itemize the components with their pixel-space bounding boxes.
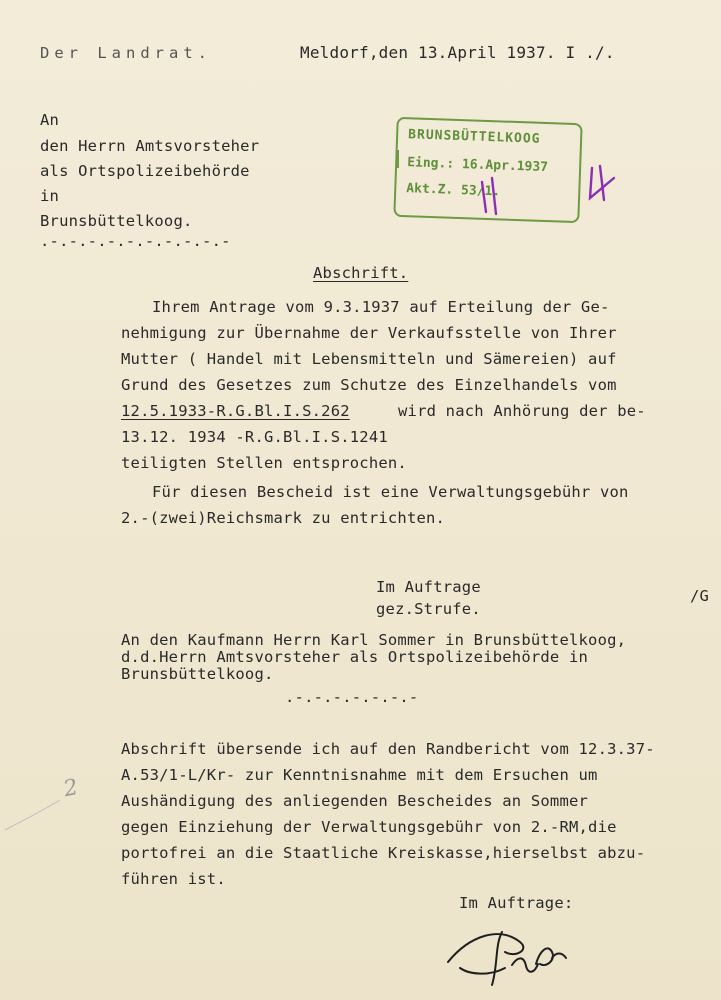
recipient-line-5: Brunsbüttelkoog.	[40, 212, 193, 230]
cover-line-2: A.53/1-L/Kr- zur Kenntnisnahme mit dem Ersuchen um	[121, 766, 598, 784]
law-reference-2: 13.12. 1934 -R.G.Bl.I.S.1241	[121, 428, 388, 446]
recipient-line-2: den Herrn Amtsvorsteher	[40, 137, 260, 155]
purple-ink-annotation	[482, 166, 614, 214]
signed-name: gez.Strufe.	[376, 600, 481, 618]
recipient-line-4: in	[40, 187, 60, 205]
address-divider: .-.-.-.-.-.-.-	[285, 688, 419, 706]
sender-line: Der Landrat.	[40, 44, 212, 62]
cover-line-3: Aushändigung des anliegenden Bescheides an Sommer	[121, 792, 589, 810]
handwritten-signature	[448, 932, 566, 985]
recipient-divider: .-.-.-.-.-.-.-.-.-.-	[40, 232, 231, 250]
stamp-received-date: Eing.: 16.Apr.1937	[406, 155, 549, 176]
stamp-file-number: Akt.Z. 53/1.	[406, 181, 501, 200]
fee-line-1: Für diesen Bescheid ist eine Verwaltungsgebühr von	[152, 483, 629, 501]
pencil-mark: 2	[61, 774, 81, 803]
address-line-1: An den Kaufmann Herrn Karl Sommer in Brunsbüttelkoog,	[121, 631, 627, 649]
cover-line-4: gegen Einziehung der Verwaltungsgebühr von 2.-RM,die	[121, 818, 617, 836]
cover-line-6: führen ist.	[121, 870, 226, 888]
recipient-line-3: als Ortspolizeibehörde	[40, 162, 250, 180]
place-date: Meldorf,den 13.April 1937. I ./.	[300, 43, 615, 62]
recipient-line-1: An	[40, 111, 60, 129]
body-line-7: teiligten Stellen entsprochen.	[121, 454, 407, 472]
cover-im-auftrage: Im Auftrage:	[459, 894, 574, 912]
stamp-office: BRUNSBÜTTELKOOG	[407, 127, 541, 147]
law-reference-1: 12.5.1933-R.G.Bl.I.S.262	[121, 402, 350, 420]
heading-abschrift: Abschrift.	[313, 264, 409, 282]
margin-initial: /G	[690, 587, 710, 605]
cover-line-1: Abschrift übersende ich auf den Randbericht vom 12.3.37-	[121, 740, 655, 758]
pencil-stroke	[5, 800, 60, 830]
body-line-4: Grund des Gesetzes zum Schutze des Einzelhandels vom	[121, 376, 617, 394]
im-auftrage-label: Im Auftrage	[376, 578, 481, 596]
body-line-3: Mutter ( Handel mit Lebensmitteln und Sämereien) auf	[121, 350, 617, 368]
body-line-2: nehmigung zur Übernahme der Verkaufsstelle von Ihrer	[121, 324, 617, 342]
address-line-2: d.d.Herrn Amtsvorsteher als Ortspolizeibehörde in	[121, 648, 589, 666]
fee-line-2: 2.-(zwei)Reichsmark zu entrichten.	[121, 509, 446, 527]
body-line-1: Ihrem Antrage vom 9.3.1937 auf Erteilung der Ge-	[152, 298, 610, 316]
body-line-5b: wird nach Anhörung der be-	[398, 402, 646, 420]
cover-line-5: portofrei an die Staatliche Kreiskasse,hierselbst abzu-	[121, 844, 646, 862]
address-line-3: Brunsbüttelkoog.	[121, 665, 274, 683]
